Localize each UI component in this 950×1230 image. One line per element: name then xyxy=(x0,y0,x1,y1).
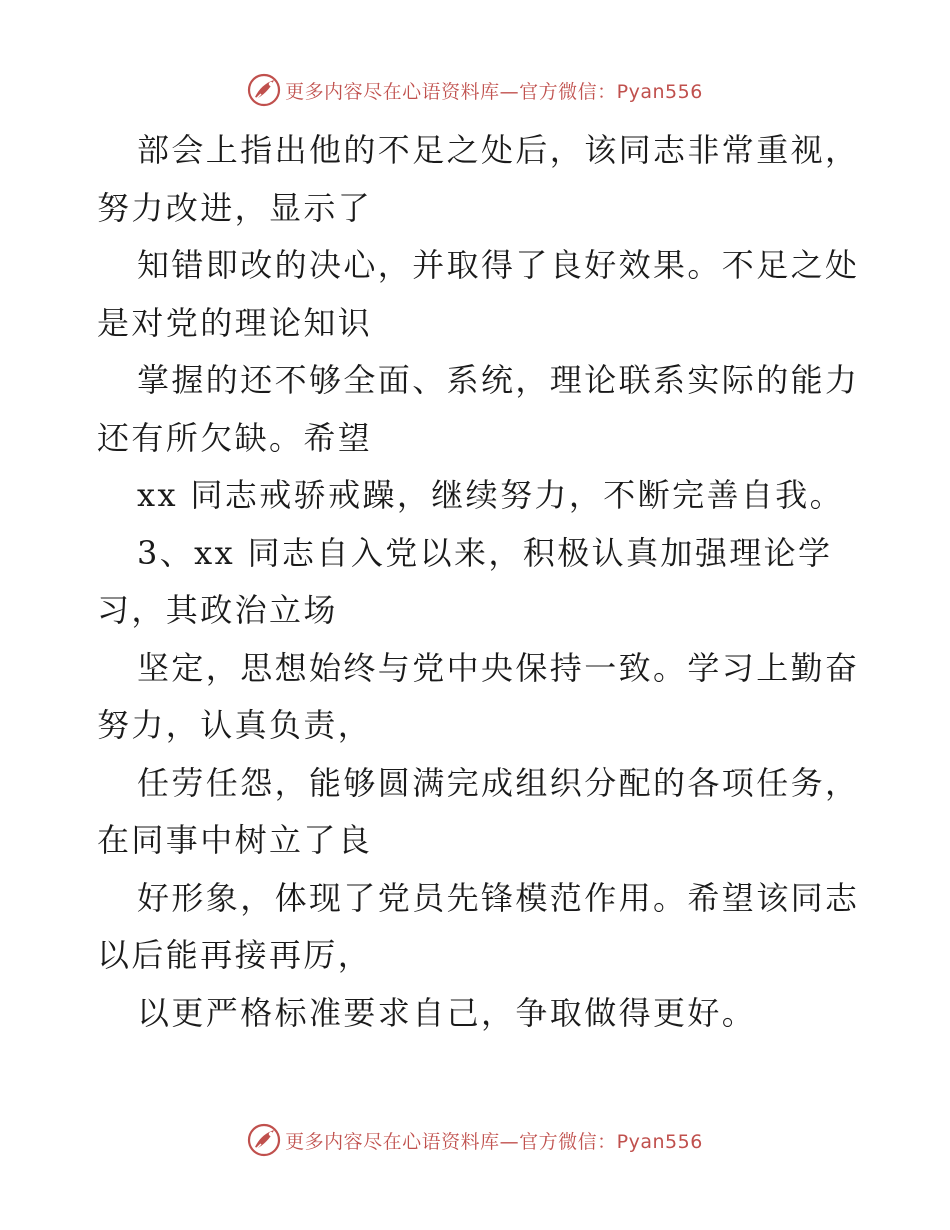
text-line: xx 同志戒骄戒躁，继续努力，不断完善自我。 xyxy=(137,476,845,514)
text-line: 部会上指出他的不足之处后，该同志非常重视， xyxy=(137,131,860,169)
text-line: 掌握的还不够全面、系统，理论联系实际的能力 xyxy=(137,361,860,399)
quill-pen-logo-icon xyxy=(247,73,281,107)
header-banner xyxy=(0,70,950,110)
text-line: 坚定，思想始终与党中央保持一致。学习上勤奋 xyxy=(137,648,860,687)
text-line: 还有所欠缺。希望 xyxy=(97,418,373,457)
text-line: 知错即改的决心，并取得了良好效果。不足之处 xyxy=(137,246,860,284)
text-line: 在同事中树立了良 xyxy=(97,821,373,859)
text-line: 任劳任怨，能够圆满完成组织分配的各项任务， xyxy=(137,763,860,802)
text-line: 好形象，体现了党员先锋模范作用。希望该同志 xyxy=(137,878,860,917)
text-line: 以更严格标准要求自己，争取做得更好。 xyxy=(137,993,757,1032)
document-body xyxy=(97,122,860,1042)
text-line: 以后能再接再厉， xyxy=(97,936,373,974)
text-line: 3、xx 同志自入党以来，积极认真加强理论学 xyxy=(137,533,833,572)
text-line: 努力改进，显示了 xyxy=(97,188,373,227)
footer-banner xyxy=(0,1120,950,1160)
text-line: 习，其政治立场 xyxy=(97,591,338,629)
text-line: 是对党的理论知识 xyxy=(97,303,373,342)
header-banner-text: 更多内容尽在心语资料库—官方微信：Pyan556 xyxy=(285,80,703,103)
text-line: 努力，认真负责， xyxy=(97,706,373,744)
quill-pen-logo-icon xyxy=(247,1123,281,1157)
footer-banner-text: 更多内容尽在心语资料库—官方微信：Pyan556 xyxy=(285,1130,703,1153)
